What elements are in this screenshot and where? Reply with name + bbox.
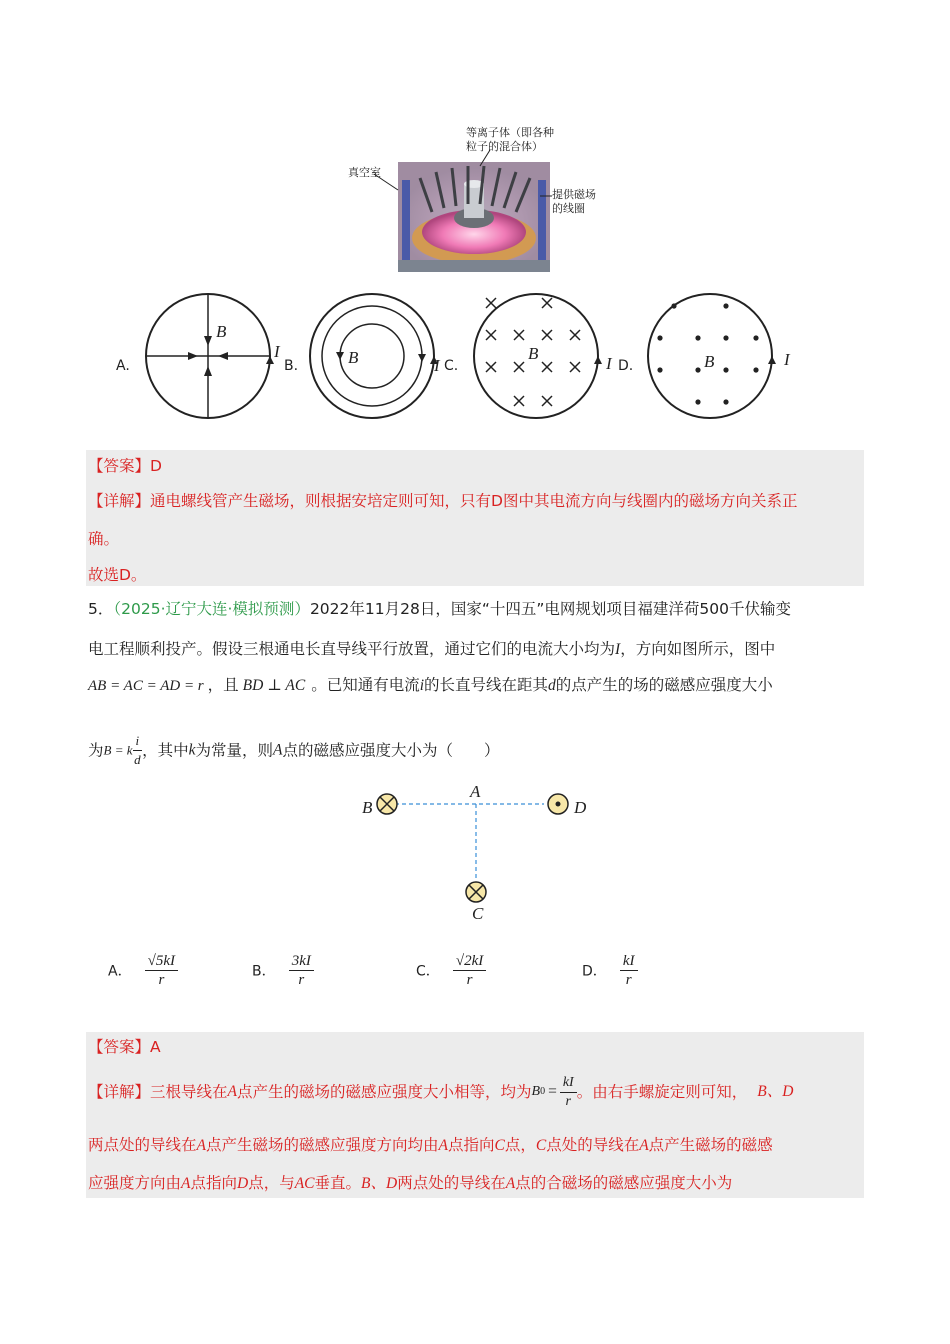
callout-coil: 提供磁场 — [552, 188, 596, 201]
fraction-denominator: r — [565, 1093, 571, 1109]
detail-text: 三根导线在 — [150, 1083, 228, 1101]
detail-text: 。由右手螺旋定则可知， — [576, 1083, 748, 1101]
q5-text: ，且 — [207, 676, 239, 694]
detail-text: 点， — [504, 1136, 536, 1154]
q5-option-b[interactable] — [252, 952, 314, 989]
callout-plasma-2: 粒子的混合体） — [466, 140, 543, 153]
q5-detail-line-2 — [88, 1134, 773, 1157]
fraction-denominator: r — [298, 972, 305, 988]
q4-option-c-current-label: I — [606, 354, 612, 373]
q5-text: 为常量，则 — [195, 741, 274, 760]
q5-formula-lhs: B = k — [103, 742, 133, 758]
q4-detail-line-1 — [88, 490, 797, 512]
q5-text: ，方向如图所示，图中 — [620, 640, 776, 658]
question-source: （2025·辽宁大连·模拟预测） — [113, 600, 310, 618]
q5-equation: BD ⊥ AC — [242, 677, 306, 694]
fraction-numerator: √5kI — [145, 952, 178, 971]
q5-line-1 — [88, 598, 791, 620]
option-fraction — [620, 952, 638, 989]
q5-text: 电工程顺利投产。假设三根通电长直导线平行放置，通过它们的电流大小均为 — [88, 640, 616, 658]
detail-var: A — [639, 1137, 649, 1154]
q4-option-a-field-label: B — [216, 322, 227, 341]
q5-var: d — [548, 677, 556, 694]
detail-var: B、D — [361, 1175, 398, 1192]
fraction-denominator: r — [625, 972, 632, 988]
q4-answer-box — [86, 450, 864, 586]
answer-value: A — [150, 1038, 161, 1056]
q5-option-d[interactable] — [582, 952, 638, 989]
q5-text: 的点产生的场的磁感应强度大小 — [555, 676, 773, 694]
q5-line-4 — [88, 732, 500, 769]
callout-vacuum: 真空室 — [348, 166, 381, 179]
detail-subscript: 0 — [540, 1086, 546, 1097]
detail-var: C — [535, 1137, 547, 1154]
point-a-label: A — [470, 782, 481, 801]
option-fraction — [289, 952, 314, 989]
q5-var: k — [188, 741, 196, 759]
q5-text: 点的磁感应强度大小为（ ） — [282, 741, 500, 760]
q5-text: 。已知通有电流 — [311, 676, 420, 694]
q4-option-c-label: C. — [444, 358, 459, 374]
q4-option-b-label: B. — [284, 358, 299, 374]
q4-option-b-diagram — [306, 290, 438, 422]
q5-var: I — [615, 641, 621, 658]
detail-var: A — [505, 1175, 516, 1192]
fraction-denominator: r — [158, 972, 165, 988]
detail-var: A — [438, 1137, 448, 1154]
q4-option-b-current-label: I — [434, 356, 440, 375]
q5-equation: AB = AC = AD = r — [88, 678, 204, 694]
detail-fraction — [560, 1074, 577, 1111]
wire-d-out-of-page — [548, 794, 568, 814]
q5-var: A — [273, 741, 283, 759]
detail-var: A — [181, 1175, 191, 1192]
detail-var: D — [237, 1175, 249, 1192]
fraction-denominator: d — [134, 752, 141, 767]
detail-text: 点的合磁场的磁感应强度大小为 — [515, 1174, 733, 1192]
q4-option-d-current-label: I — [784, 350, 790, 369]
option-label: B． — [252, 963, 276, 980]
detail-tag: 【详解】 — [88, 492, 151, 510]
q4-answer-line — [88, 455, 162, 477]
detail-text-1: 通电螺线管产生磁场，则根据安培定则可知，只有D图中其电流方向与线圈内的磁场方向关系正 — [150, 492, 798, 510]
detail-text: 点，与 — [248, 1174, 295, 1192]
question-text-1: 2022年11月28日，国家“十四五”电网规划项目福建洋荷500千伏输变 — [309, 600, 791, 618]
detail-tag: 【详解】 — [88, 1083, 151, 1101]
detail-text: 点产生的磁场的磁感应强度大小相等，均为 — [237, 1083, 532, 1101]
q5-answer-line — [88, 1036, 161, 1058]
option-label: C． — [416, 963, 440, 980]
q5-option-c[interactable] — [416, 952, 486, 989]
tokamak-figure — [340, 120, 620, 280]
q5-option-a[interactable] — [108, 952, 178, 989]
q5-detail-line-1 — [88, 1072, 793, 1112]
q4-option-a-diagram — [140, 290, 288, 422]
detail-var: A — [196, 1137, 206, 1154]
detail-text: 点指向 — [447, 1136, 495, 1154]
answer-tag: 【答案】 — [88, 1038, 151, 1056]
option-fraction — [453, 952, 486, 989]
option-label: D． — [582, 963, 607, 980]
detail-text: 两点处的导线在 — [397, 1174, 506, 1192]
q4-option-b-field-label: B — [348, 348, 359, 367]
detail-text: 点产生磁场的磁感应强度方向均由 — [205, 1136, 439, 1154]
q4-option-a-label: A. — [116, 358, 130, 374]
q4-option-a-current-label: I — [274, 342, 280, 361]
q4-option-d-label: D. — [618, 358, 634, 374]
point-d-label: D — [574, 798, 587, 817]
detail-equals: = — [548, 1083, 557, 1100]
wire-c-into-page — [466, 882, 486, 902]
detail-var: B — [531, 1084, 541, 1099]
q5-text: ，其中 — [142, 741, 189, 760]
q4-option-d-field-label: B — [704, 352, 715, 371]
detail-text: 应强度方向由 — [88, 1174, 182, 1192]
callout-plasma: 等离子体（即各种 — [466, 126, 554, 139]
fraction-numerator: 3kI — [289, 952, 314, 971]
detail-var: B、D — [757, 1083, 794, 1100]
detail-text: 点指向 — [190, 1174, 237, 1192]
fraction-numerator: i — [133, 732, 143, 751]
q4-conclusion: 故选D。 — [88, 566, 147, 584]
detail-var: C — [494, 1137, 505, 1154]
q5-detail-line-3 — [88, 1172, 732, 1195]
q4-option-c-field-label: B — [528, 344, 539, 363]
fraction-denominator: r — [466, 972, 473, 988]
fraction-numerator: kI — [560, 1074, 577, 1093]
q5-line-3 — [88, 674, 773, 697]
q5-wire-diagram — [370, 782, 600, 922]
point-b-label: B — [362, 798, 373, 817]
q5-var: i — [419, 677, 425, 694]
q5-formula-fraction — [133, 732, 143, 769]
detail-text: 两点处的导线在 — [88, 1136, 197, 1154]
detail-var: A — [227, 1083, 237, 1100]
option-label: A． — [108, 963, 132, 980]
option-fraction — [145, 952, 178, 989]
fraction-numerator: √2kI — [453, 952, 486, 971]
detail-text: 垂直。 — [314, 1174, 362, 1192]
detail-text: 点处的导线在 — [546, 1136, 640, 1154]
q4-detail-line-2: 确。 — [88, 530, 120, 548]
q5-text: 为 — [88, 741, 104, 760]
callout-coil-2: 的线圈 — [552, 202, 585, 215]
detail-var: AC — [294, 1175, 315, 1192]
wire-b-into-page — [377, 794, 397, 814]
fraction-numerator: kI — [620, 952, 638, 971]
answer-tag: 【答案】 — [88, 457, 151, 475]
q5-line-2 — [88, 638, 775, 661]
point-c-label: C — [472, 904, 484, 923]
question-number: 5． — [88, 600, 114, 618]
answer-value: D — [150, 457, 162, 475]
detail-text: 点产生磁场的磁感 — [648, 1136, 773, 1154]
q5-text: 的长直号线在距其 — [424, 676, 549, 694]
